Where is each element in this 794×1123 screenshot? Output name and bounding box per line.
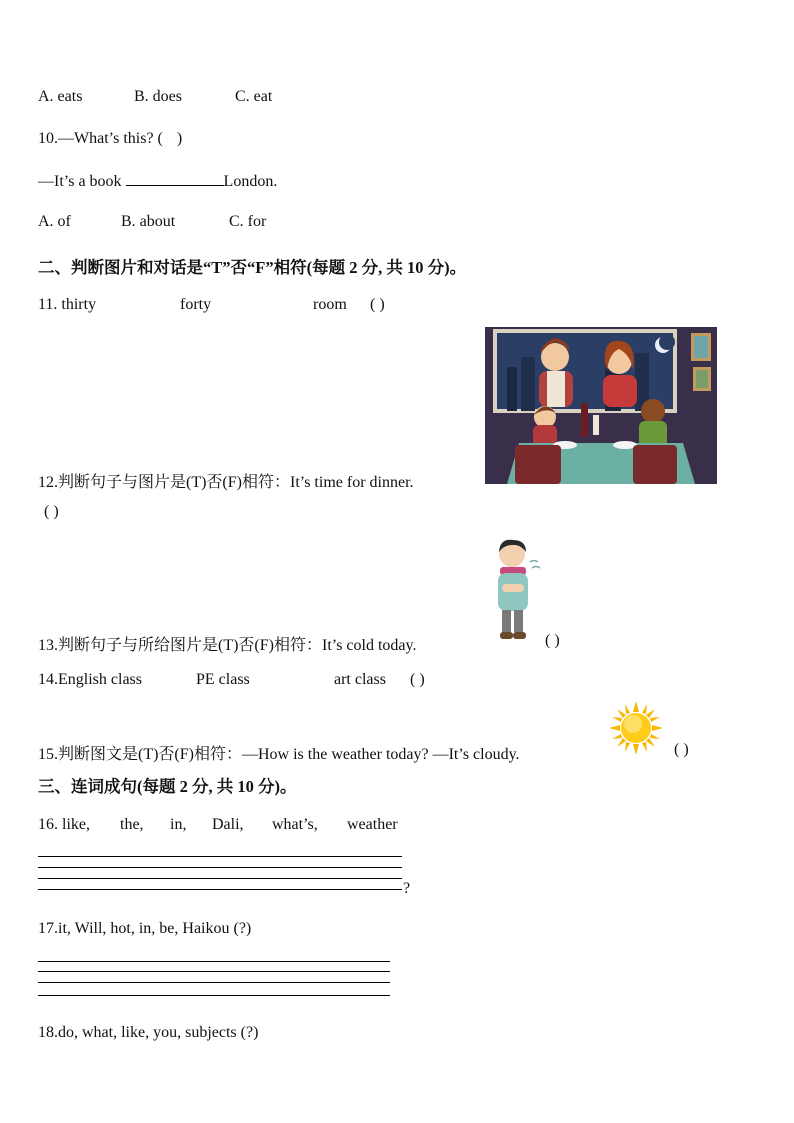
- q14-word-1: 14.English class: [38, 671, 142, 688]
- q16-word-2: the,: [120, 816, 144, 833]
- q17-writing-line[interactable]: [38, 995, 390, 996]
- q10-close-paren: ): [176, 130, 183, 147]
- q16-writing-line[interactable]: [38, 878, 402, 879]
- q11-word-3: room: [313, 296, 347, 313]
- q10-blank[interactable]: [126, 171, 224, 186]
- q10-question-text: 10.—What’s this? (: [38, 130, 163, 147]
- q13-answer-paren[interactable]: ( ): [545, 632, 560, 649]
- q12-answer-paren[interactable]: ( ): [44, 503, 59, 520]
- q17-writing-line[interactable]: [38, 971, 390, 972]
- q16-writing-line[interactable]: [38, 889, 402, 890]
- q10-question: [38, 130, 182, 148]
- q11-answer-paren[interactable]: ( ): [370, 296, 385, 313]
- sun-picture: [608, 700, 664, 756]
- q17-text: 17.it, Will, hot, in, be, Haikou (?): [38, 920, 252, 937]
- q11-word-1: 11. thirty: [38, 296, 97, 313]
- section-3-title: 三、连词成句(每题 2 分, 共 10 分)。: [38, 777, 297, 796]
- q16-word-5: what’s,: [272, 816, 318, 833]
- q9-option-c: C. eat: [235, 88, 273, 105]
- q13-text: 13.判断句子与所给图片是(T)否(F)相符：It’s cold today.: [38, 637, 417, 654]
- q16-word-6: weather: [347, 816, 398, 833]
- q17-writing-line[interactable]: [38, 961, 390, 962]
- q16-word-1: 16. like,: [38, 816, 90, 833]
- q16-question-mark: ?: [403, 880, 411, 897]
- q18-text: 18.do, what, like, you, subjects (?): [38, 1024, 259, 1041]
- q9-option-a: A. eats: [38, 88, 83, 105]
- cold-boy-picture: [486, 536, 544, 646]
- q14-word-3: art class: [334, 671, 386, 688]
- q10-option-c: C. for: [229, 213, 267, 230]
- q10-option-b: B. about: [121, 213, 176, 230]
- q15-answer-paren[interactable]: ( ): [674, 741, 689, 758]
- section-2-title: 二、判断图片和对话是“T”否“F”相符(每题 2 分, 共 10 分)。: [38, 258, 467, 277]
- q16-writing-line[interactable]: [38, 856, 402, 857]
- q16-word-3: in,: [170, 816, 187, 833]
- q12-text: 12.判断句子与图片是(T)否(F)相符：It’s time for dinner.: [38, 474, 414, 491]
- q16-word-4: Dali,: [212, 816, 244, 833]
- q10-option-a: A. of: [38, 213, 71, 230]
- q16-writing-line[interactable]: [38, 867, 402, 868]
- q10-answer-post: London.: [223, 173, 278, 190]
- q14-answer-paren[interactable]: ( ): [410, 671, 425, 688]
- q15-text: 15.判断图文是(T)否(F)相符：—How is the weather today? —It’s cloudy.: [38, 746, 520, 763]
- dinner-family-picture: [485, 327, 717, 484]
- q14-word-2: PE class: [196, 671, 250, 688]
- q11-word-2: forty: [180, 296, 212, 313]
- q10-answer: [38, 171, 277, 191]
- q10-answer-pre: —It’s a book: [38, 173, 122, 190]
- q9-option-b: B. does: [134, 88, 182, 105]
- q17-writing-line[interactable]: [38, 982, 390, 983]
